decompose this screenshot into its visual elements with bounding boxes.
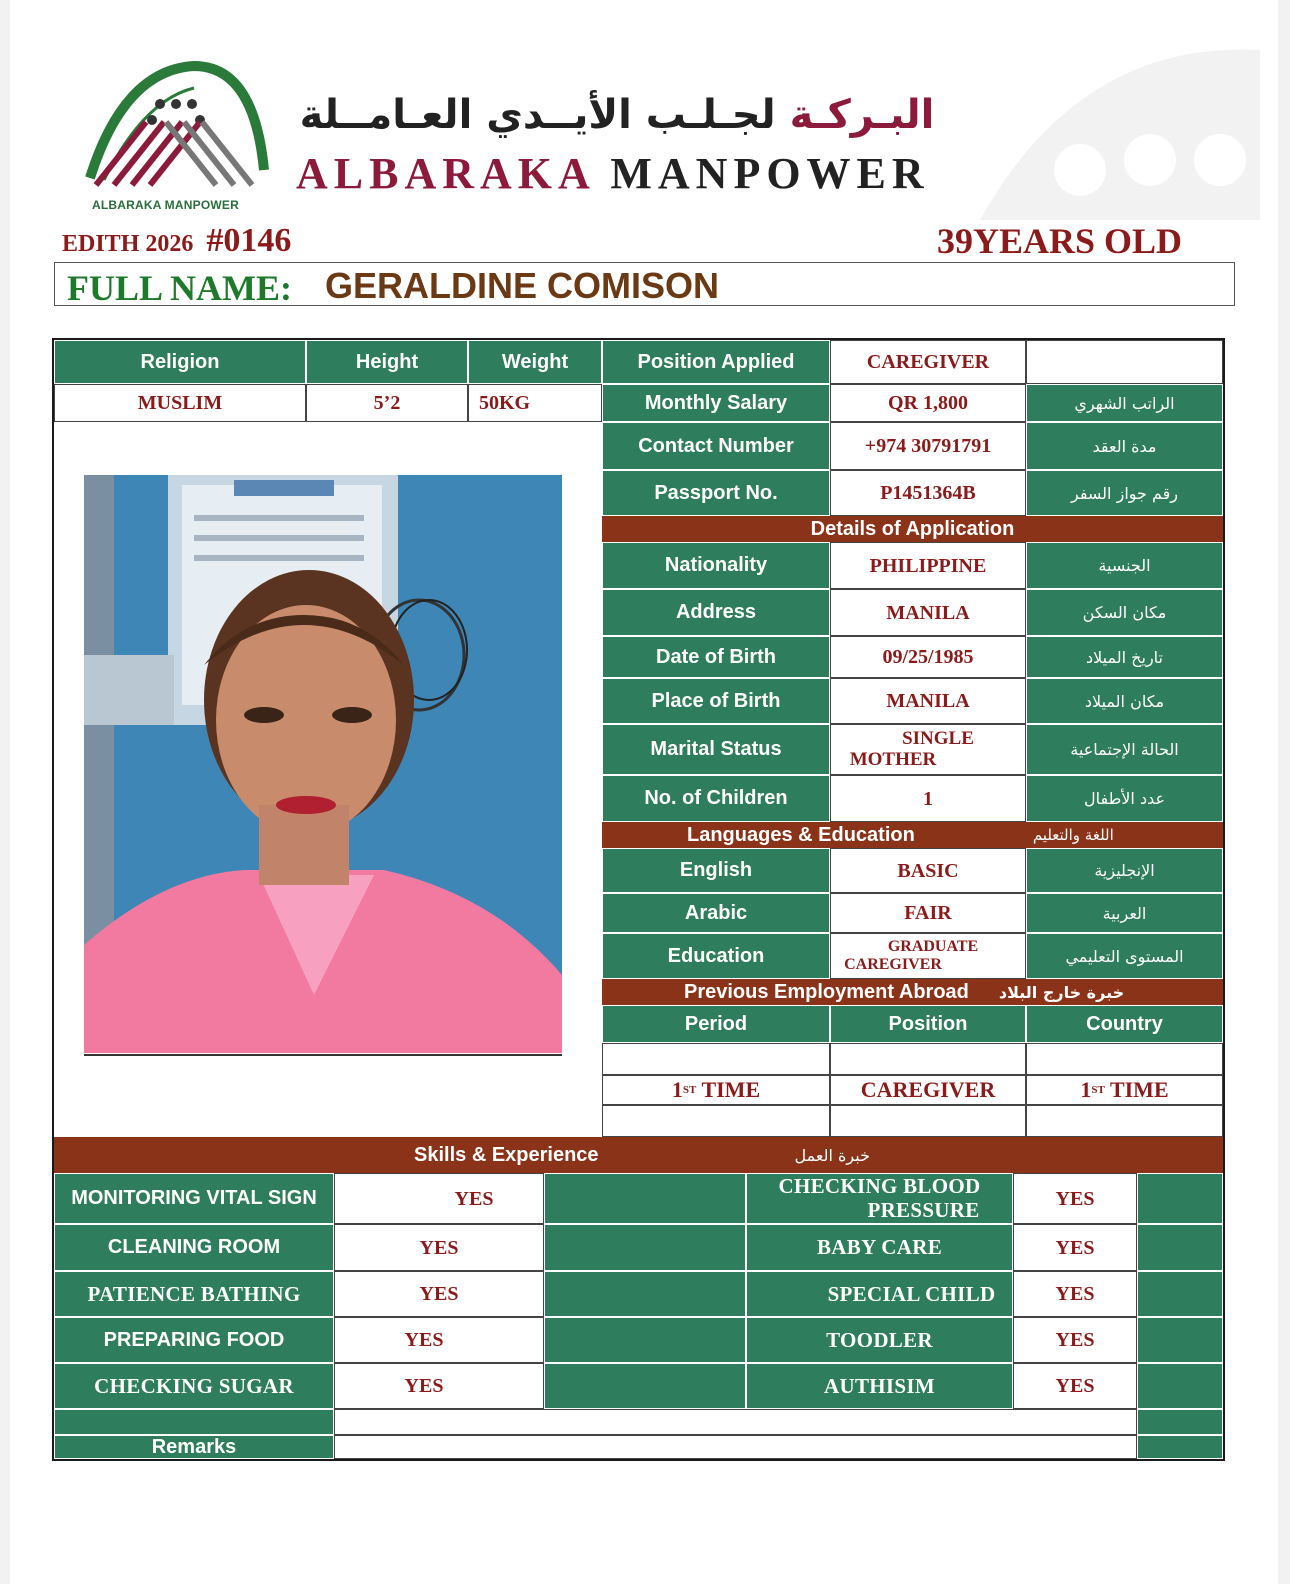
education-line2: CAREGIVER	[844, 956, 942, 973]
skill-label-special-child: SPECIAL CHILD	[746, 1271, 1013, 1317]
skill-value-toddler: YES	[1013, 1317, 1137, 1363]
skill-value-baby-care: YES	[1013, 1224, 1137, 1271]
languages-section-title: Languages & Education	[687, 823, 915, 846]
company-name-arabic-red: البـركـة	[789, 92, 935, 138]
skills-section-header	[54, 1137, 1223, 1173]
date-of-birth-label: Date of Birth	[602, 636, 830, 678]
reference-number: #0146	[206, 222, 292, 259]
age-label: 39YEARS OLD	[936, 221, 1182, 261]
skill-spacer-5	[544, 1363, 746, 1409]
employment-section-header	[602, 979, 1223, 1005]
period-column-header: Period	[602, 1005, 830, 1043]
date-of-birth-arabic: تاريخ الميلاد	[1026, 636, 1223, 678]
passport-value: P1451364B	[830, 470, 1026, 516]
skill-spacer-2	[544, 1224, 746, 1271]
skill-value-autism: YES	[1013, 1363, 1137, 1409]
company-name-english-rest: MANPOWER	[610, 149, 930, 198]
skill-label-blood-pressure-line1: CHECKING BLOOD	[778, 1174, 981, 1199]
children-arabic: عدد الأطفال	[1026, 775, 1223, 822]
weight-value: 50KG	[468, 384, 602, 422]
passport-label: Passport No.	[602, 470, 830, 516]
height-header: Height	[306, 340, 468, 384]
remarks-label: Remarks	[54, 1435, 334, 1459]
page-edge-left	[0, 0, 10, 1584]
skill-label-autism: AUTHISIM	[746, 1363, 1013, 1409]
remarks-spacer	[1137, 1435, 1223, 1459]
position-applied-blank	[1026, 340, 1223, 384]
applicant-photo-image	[84, 475, 562, 1053]
full-name-box	[54, 262, 1235, 306]
blank-row-spacer	[1137, 1409, 1223, 1435]
education-arabic: المستوى التعليمي	[1026, 933, 1223, 979]
employment-period-rest: TIME	[696, 1076, 761, 1102]
skill-label-preparing-food: PREPARING FOOD	[54, 1317, 334, 1363]
skill-label-blood-pressure	[746, 1173, 1013, 1224]
employment-row-blank-position	[830, 1043, 1026, 1075]
marital-status-line1: SINGLE	[902, 727, 974, 749]
nationality-value: PHILIPPINE	[830, 542, 1026, 589]
blank-row-label	[54, 1409, 334, 1435]
employment-row-blank-country	[1026, 1043, 1223, 1075]
weight-header: Weight	[468, 340, 602, 384]
reference-code	[62, 222, 292, 260]
address-value: MANILA	[830, 589, 1026, 636]
english-value: BASIC	[830, 848, 1026, 893]
skills-section-title: Skills & Experience	[414, 1143, 599, 1166]
arabic-language-arabic: العربية	[1026, 893, 1223, 933]
details-section-header: Details of Application	[602, 516, 1223, 542]
company-name-english	[296, 148, 930, 199]
contact-number-arabic: مدة العقد	[1026, 422, 1223, 470]
company-name-arabic-rest: لجـلـب الأيــدي العـامــلة	[299, 92, 776, 138]
employment-row-blank2-position	[830, 1105, 1026, 1137]
address-label: Address	[602, 589, 830, 636]
employment-country-cell	[1026, 1075, 1223, 1105]
employment-period-sup: ST	[682, 1083, 697, 1096]
date-of-birth-value: 09/25/1985	[830, 636, 1026, 678]
applicant-photo	[84, 475, 562, 1053]
skill-label-cleaning: CLEANING ROOM	[54, 1224, 334, 1271]
employment-country-sup: ST	[1091, 1083, 1105, 1096]
logo-caption: ALBARAKA MANPOWER	[92, 198, 239, 212]
marital-status-arabic: الحالة الإجتماعية	[1026, 724, 1223, 775]
marital-status-label: Marital Status	[602, 724, 830, 775]
skill-value-cleaning: YES	[334, 1224, 544, 1271]
marital-status-line2: MOTHER	[849, 748, 937, 770]
education-value	[830, 933, 1026, 979]
nationality-arabic: الجنسية	[1026, 542, 1223, 589]
religion-value: MUSLIM	[54, 384, 306, 422]
photo-underline	[84, 1054, 562, 1056]
marital-status-value	[830, 724, 1026, 775]
skill-label-toddler: TOODLER	[746, 1317, 1013, 1363]
employment-section-title-arabic: خبرة خارج البلاد	[998, 982, 1125, 1002]
skill-value-monitoring: YES	[334, 1173, 544, 1224]
company-name-english-red: ALBARAKA	[296, 149, 594, 198]
skill-value-blood-pressure: YES	[1013, 1173, 1137, 1224]
position-column-header: Position	[830, 1005, 1026, 1043]
skill-spacer-4	[544, 1317, 746, 1363]
nationality-label: Nationality	[602, 542, 830, 589]
employment-row-blank-period	[602, 1043, 830, 1075]
skill-value-checking-sugar: YES	[334, 1363, 544, 1409]
skill-spacer-1	[544, 1173, 746, 1224]
skill-label-blood-pressure-line2: PRESSURE	[867, 1197, 980, 1222]
monthly-salary-arabic: الراتب الشهري	[1026, 384, 1223, 422]
employment-row-blank2-period	[602, 1105, 830, 1137]
arabic-value: FAIR	[830, 893, 1026, 933]
employment-country-number: 1	[1080, 1076, 1092, 1102]
education-label: Education	[602, 933, 830, 979]
english-label: English	[602, 848, 830, 893]
contact-number-value: +974 30791791	[830, 422, 1026, 470]
skill-label-checking-sugar: CHECKING SUGAR	[54, 1363, 334, 1409]
religion-header: Religion	[54, 340, 306, 384]
english-arabic: الإنجليزية	[1026, 848, 1223, 893]
employment-period-cell	[602, 1075, 830, 1105]
monthly-salary-value: QR 1,800	[830, 384, 1026, 422]
skill-label-baby-care: BABY CARE	[746, 1224, 1013, 1271]
full-name-value: GERALDINE COMISON	[325, 265, 720, 306]
watermark-logo-icon	[960, 20, 1270, 220]
employment-period-number: 1	[671, 1076, 683, 1102]
skills-section-title-arabic: خبرة العمل	[794, 1145, 870, 1165]
skill-value-bathing: YES	[334, 1271, 544, 1317]
skill-value-preparing-food: YES	[334, 1317, 544, 1363]
skill-spacer-r5	[1137, 1363, 1223, 1409]
position-applied-label: Position Applied	[602, 340, 830, 384]
skill-label-monitoring: MONITORING VITAL SIGN	[54, 1173, 334, 1224]
employment-section-title: Previous Employment Abroad	[684, 980, 969, 1003]
address-arabic: مكان السكن	[1026, 589, 1223, 636]
blank-row-value	[334, 1409, 1137, 1435]
height-value: 5’2	[306, 384, 468, 422]
skill-label-bathing: PATIENCE BATHING	[54, 1271, 334, 1317]
skill-value-special-child: YES	[1013, 1271, 1137, 1317]
monthly-salary-label: Monthly Salary	[602, 384, 830, 422]
arabic-label: Arabic	[602, 893, 830, 933]
skill-spacer-3	[544, 1271, 746, 1317]
full-name-label: FULL NAME:	[67, 268, 292, 308]
skill-spacer-r4	[1137, 1317, 1223, 1363]
employment-country-rest: TIME	[1104, 1076, 1169, 1102]
country-column-header: Country	[1026, 1005, 1223, 1043]
place-of-birth-arabic: مكان الميلاد	[1026, 678, 1223, 724]
company-name-arabic	[292, 92, 942, 138]
skill-spacer-r1	[1137, 1173, 1223, 1224]
passport-arabic: رقم جواز السفر	[1026, 470, 1223, 516]
albaraka-logo-icon	[84, 60, 274, 215]
languages-section-header	[602, 822, 1223, 848]
languages-section-title-arabic: اللغة والتعليم	[1032, 826, 1114, 844]
remarks-value	[334, 1435, 1137, 1459]
contact-number-label: Contact Number	[602, 422, 830, 470]
employment-position-cell: CAREGIVER	[830, 1075, 1026, 1105]
skill-spacer-r3	[1137, 1271, 1223, 1317]
children-label: No. of Children	[602, 775, 830, 822]
skill-spacer-r2	[1137, 1224, 1223, 1271]
page-edge-right	[1278, 0, 1290, 1584]
position-applied-value: CAREGIVER	[830, 340, 1026, 384]
children-value: 1	[830, 775, 1026, 822]
education-line1: GRADUATE	[887, 938, 979, 956]
reference-prefix: EDITH 2026	[62, 231, 194, 257]
employment-row-blank2-country	[1026, 1105, 1223, 1137]
place-of-birth-value: MANILA	[830, 678, 1026, 724]
place-of-birth-label: Place of Birth	[602, 678, 830, 724]
